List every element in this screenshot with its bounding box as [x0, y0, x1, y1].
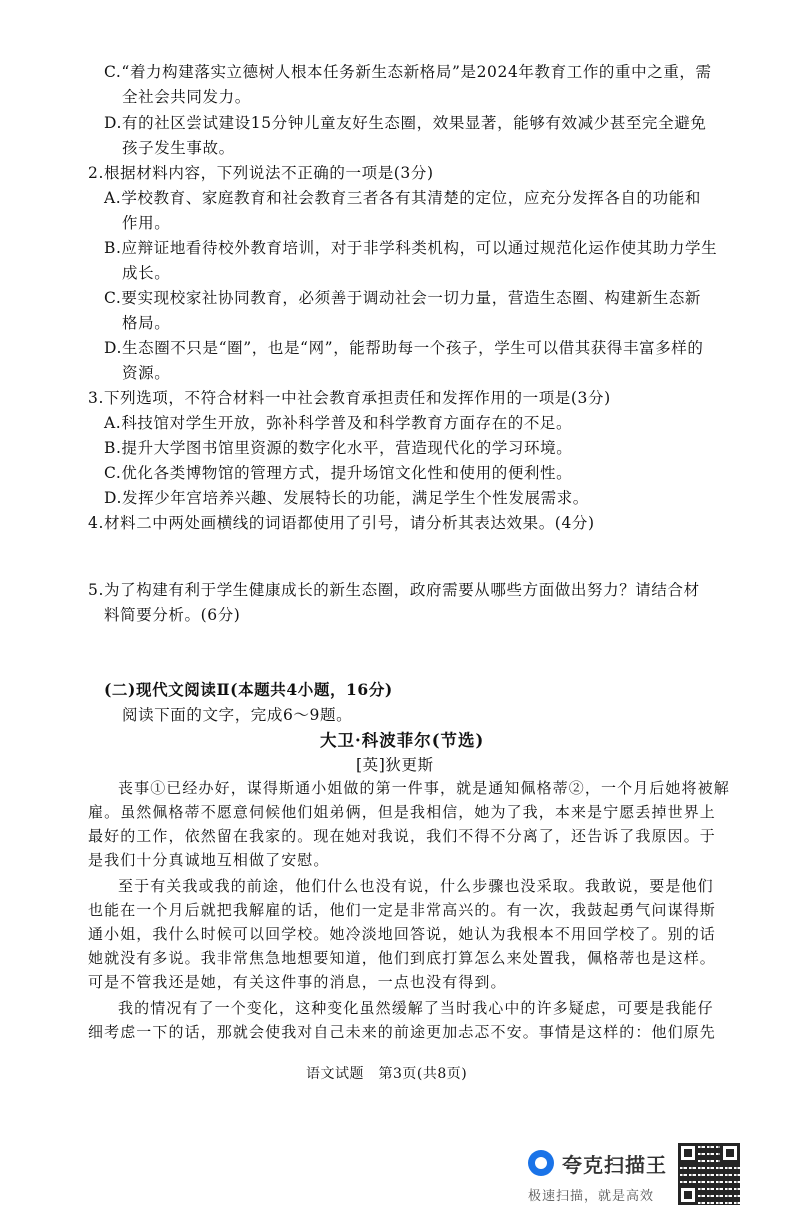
passage-line: 也能在一个月后就把我解雇的话，他们一定是非常高兴的。有一次，我鼓起勇气问谋得斯	[88, 901, 716, 919]
page-footer: 语文试题 第3页(共8页)	[306, 1066, 468, 1082]
option-a-q3: A.科技馆对学生开放，弥补科学普及和科学教育方面存在的不足。	[104, 414, 573, 432]
passage-line: 可是不管我还是她，有关这件事的消息，一点也没有得到。	[88, 973, 507, 991]
passage-line: 她就没有多说。我非常焦急地想要知道，他们到底打算怎么来处置我，佩格蒂也是这样。	[88, 949, 716, 967]
question-3: 3.下列选项，不符合材料一中社会教育承担责任和发挥作用的一项是(3分)	[88, 389, 611, 407]
scanner-watermark	[528, 1143, 798, 1213]
qr-code-icon	[678, 1143, 740, 1205]
passage-line: 最好的工作，依然留在我家的。现在她对我说，我们不得不分离了，还告诉了我原因。于	[88, 827, 716, 845]
watermark-brand: 夸克扫描王	[562, 1153, 667, 1177]
question-4: 4.材料二中两处画横线的词语都使用了引号，请分析其表达效果。(4分)	[88, 514, 595, 532]
option-c-q1: C.“着力构建落实立德树人根本任务新生态新格局”是2024年教育工作的重中之重，需	[104, 63, 712, 81]
option-d-q3: D.发挥少年宫培养兴趣、发展特长的功能，满足学生个性发展需求。	[104, 489, 589, 507]
question-2: 2.根据材料内容，下列说法不正确的一项是(3分)	[88, 164, 434, 182]
passage-line: 雇。虽然佩格蒂不愿意伺候他们姐弟俩，但是我相信，她为了我，本来是宁愿丢掉世界上	[88, 803, 716, 821]
passage-line: 通小姐，我什么时候可以回学校。她冷淡地回答说，她认为我根本不用回学校了。别的话	[88, 925, 716, 943]
section-heading: (二)现代文阅读Ⅱ(本题共4小题，16分)	[104, 680, 393, 699]
option-c-q2-cont: 格局。	[122, 314, 171, 332]
option-a-q2: A.学校教育、家庭教育和社会教育三者各有其清楚的定位，应充分发挥各自的功能和	[104, 189, 701, 207]
option-d-q1-cont: 孩子发生事故。	[122, 139, 235, 157]
passage-line: 是我们十分真诚地互相做了安慰。	[88, 851, 330, 869]
question-5-cont: 料简要分析。(6分)	[104, 606, 241, 624]
option-d-q1: D.有的社区尝试建设15分钟儿童友好生态圈，效果显著，能够有效减少甚至完全避免	[104, 114, 707, 132]
question-5: 5.为了构建有利于学生健康成长的新生态圈，政府需要从哪些方面做出努力？请结合材	[88, 581, 700, 599]
option-b-q2: B.应辩证地看待校外教育培训，对于非学科类机构，可以通过规范化运作使其助力学生	[104, 239, 718, 257]
watermark-slogan: 极速扫描，就是高效	[528, 1189, 655, 1204]
option-c-q2: C.要实现校家社协同教育，必须善于调动社会一切力量，营造生态圈、构建新生态新	[104, 289, 702, 307]
passage-line: 我的情况有了一个变化，这种变化虽然缓解了当时我心中的许多疑虑，可要是我能仔	[118, 999, 714, 1017]
passage-title: 大卫·科波菲尔(节选)	[320, 731, 485, 750]
quark-logo-icon	[528, 1150, 554, 1176]
passage-line: 至于有关我或我的前途，他们什么也没有说，什么步骤也没采取。我敢说，要是他们	[118, 877, 714, 895]
option-d-q2-cont: 资源。	[122, 364, 171, 382]
option-b-q3: B.提升大学图书馆里资源的数字化水平，营造现代化的学习环境。	[104, 439, 573, 457]
option-d-q2: D.生态圈不只是“圈”，也是“网”，能帮助每一个孩子，学生可以借其获得丰富多样的	[104, 339, 704, 357]
section-instruction: 阅读下面的文字，完成6～9题。	[122, 706, 353, 724]
option-b-q2-cont: 成长。	[122, 264, 171, 282]
option-c-q1-cont: 全社会共同发力。	[122, 88, 251, 106]
passage-line: 细考虑一下的话，那就会使我对自己未来的前途更加忐忑不安。事情是这样的：他们原先	[88, 1023, 716, 1041]
option-a-q2-cont: 作用。	[122, 214, 171, 232]
option-c-q3: C.优化各类博物馆的管理方式，提升场馆文化性和使用的便利性。	[104, 464, 573, 482]
passage-line: 丧事①已经办好，谋得斯通小姐做的第一件事，就是通知佩格蒂②，一个月后她将被解	[118, 779, 730, 797]
passage-author: [英]狄更斯	[356, 756, 434, 774]
